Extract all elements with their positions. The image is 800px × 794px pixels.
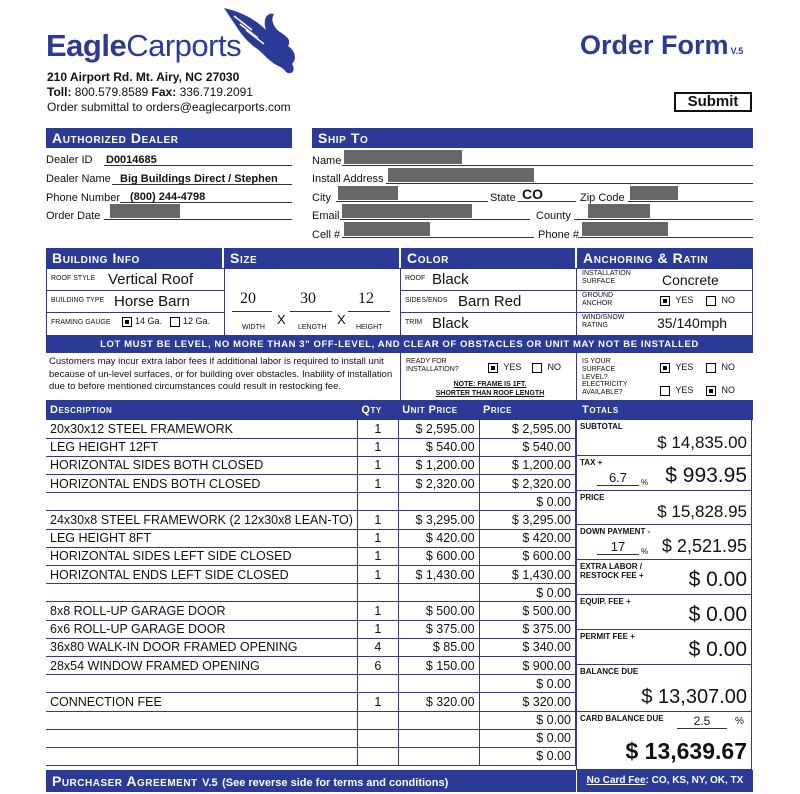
labor-label-line1: EXTRA LABOR / bbox=[580, 562, 642, 571]
eagle-icon bbox=[222, 6, 302, 78]
dealer-name-value: Big Buildings Direct / Stephen bbox=[120, 173, 278, 185]
row-qty[interactable]: 1 bbox=[357, 620, 398, 638]
frame-note-line1: NOTE: FRAME IS 1FT. bbox=[453, 381, 527, 388]
no-label: NO bbox=[721, 295, 736, 305]
row-price[interactable]: $ 1,430.00 bbox=[479, 566, 575, 584]
table-row bbox=[46, 675, 576, 693]
agreement-title: Purchaser Agreement bbox=[52, 773, 198, 789]
ground-yes-option[interactable] bbox=[660, 295, 693, 306]
form-title-text: Order Form bbox=[580, 30, 729, 60]
table-row bbox=[46, 729, 576, 747]
agreement-version: V.5 bbox=[202, 777, 218, 789]
row-qty[interactable]: 1 bbox=[357, 529, 398, 547]
row-unit-price[interactable] bbox=[398, 675, 479, 693]
labor-fee-box bbox=[576, 560, 752, 595]
row-price[interactable]: $ 900.00 bbox=[479, 656, 575, 674]
row-unit-price[interactable]: $ 2,320.00 bbox=[398, 475, 479, 493]
row-unit-price[interactable] bbox=[398, 493, 479, 511]
ground-yes-checkbox[interactable] bbox=[660, 296, 670, 306]
table-row bbox=[46, 693, 576, 711]
down-value: $ 2,521.95 bbox=[661, 536, 747, 556]
table-row bbox=[46, 638, 576, 656]
row-description[interactable]: 20x30x12 STEEL FRAMEWORK bbox=[46, 420, 357, 438]
permit-label: PERMIT FEE + bbox=[580, 632, 635, 641]
redacted-block bbox=[110, 204, 180, 218]
row-qty[interactable]: 1 bbox=[357, 438, 398, 456]
down-rate-field[interactable]: 17 bbox=[597, 539, 639, 555]
county-label: County bbox=[536, 210, 571, 222]
price-label: PRICE bbox=[580, 493, 605, 502]
no-card-fee-states: : CO, KS, NY, OK, TX bbox=[645, 775, 744, 786]
row-unit-price[interactable]: $ 2,595.00 bbox=[398, 420, 479, 438]
level-notice: LOT MUST BE LEVEL, NO MORE THAN 3" OFF-LEVEL, AND CLEAR OF OBSTACLES OR UNIT MAY NOT BE INSTALLED bbox=[46, 336, 753, 353]
install-address-label: Install Address bbox=[312, 173, 384, 185]
equip-label: EQUIP. FEE + bbox=[580, 597, 631, 606]
agreement-note: (See reverse side for terms and conditions) bbox=[222, 777, 449, 789]
company-phones bbox=[47, 85, 253, 99]
logo-eagle: Eagle bbox=[46, 28, 127, 63]
height-line bbox=[348, 311, 390, 312]
level-no-option[interactable] bbox=[706, 362, 735, 373]
yes-label: YES bbox=[675, 295, 694, 305]
surface-label: INSTALLATION SURFACE bbox=[582, 270, 631, 285]
row-description[interactable]: 36x80 WALK-IN DOOR FRAMED OPENING bbox=[46, 638, 357, 656]
row-qty[interactable] bbox=[357, 584, 398, 602]
table-row bbox=[46, 711, 576, 729]
roof-style-value[interactable]: Vertical Roof bbox=[108, 271, 194, 288]
zip-label: Zip Code bbox=[580, 192, 625, 204]
tax-value: $ 993.95 bbox=[665, 464, 747, 487]
card-rate-field[interactable]: 2.5 bbox=[677, 714, 727, 729]
table-header-row bbox=[46, 400, 576, 420]
table-row bbox=[46, 566, 576, 584]
row-qty[interactable]: 1 bbox=[357, 693, 398, 711]
table-row bbox=[46, 620, 576, 638]
row-description[interactable]: HORIZONTAL ENDS BOTH CLOSED bbox=[46, 475, 357, 493]
row-price[interactable]: $ 2,595.00 bbox=[479, 420, 575, 438]
row-description[interactable]: HORIZONTAL SIDES LEFT SIDE CLOSED bbox=[46, 547, 357, 565]
dealer-name-label: Dealer Name bbox=[46, 173, 111, 185]
table-row bbox=[46, 438, 576, 456]
logo-carports: Carports bbox=[126, 28, 242, 63]
length-line bbox=[290, 311, 332, 312]
card-balance-value: $ 13,639.67 bbox=[625, 738, 747, 764]
row-description[interactable] bbox=[46, 675, 357, 693]
row-price[interactable]: $ 0.00 bbox=[479, 711, 575, 729]
submit-button[interactable]: Submit bbox=[674, 92, 752, 112]
ship-name-field[interactable] bbox=[342, 150, 753, 166]
table-row bbox=[46, 584, 576, 602]
down-pct: % bbox=[641, 547, 649, 556]
redacted-block bbox=[630, 186, 678, 200]
framing-gauge-label: FRAMING GAUGE bbox=[51, 319, 111, 326]
price-box bbox=[576, 491, 752, 525]
row-unit-price[interactable] bbox=[398, 584, 479, 602]
gauge-12-option[interactable] bbox=[170, 316, 210, 327]
order-date-field[interactable] bbox=[104, 204, 292, 220]
electric-no-checkbox[interactable] bbox=[706, 386, 716, 396]
permit-value: $ 0.00 bbox=[688, 638, 747, 661]
table-row bbox=[46, 547, 576, 565]
row-unit-price[interactable] bbox=[398, 747, 479, 765]
row-qty[interactable]: 6 bbox=[357, 656, 398, 674]
ground-no-option[interactable] bbox=[706, 295, 735, 306]
form-version: V.5 bbox=[730, 46, 744, 56]
ready-no-option[interactable] bbox=[532, 362, 561, 373]
gauge-14-option[interactable] bbox=[122, 316, 162, 327]
redacted-block bbox=[582, 222, 668, 236]
divider bbox=[400, 290, 753, 291]
divider bbox=[400, 268, 401, 336]
table-body bbox=[46, 420, 576, 766]
building-header: Building Info bbox=[46, 248, 222, 268]
dealer-id-field[interactable] bbox=[104, 150, 292, 166]
ground-anchor-label: GROUND ANCHOR bbox=[582, 292, 614, 307]
row-unit-price[interactable]: $ 320.00 bbox=[398, 693, 479, 711]
tax-box bbox=[576, 456, 752, 491]
totals-header: Totals bbox=[576, 400, 753, 420]
tax-label: TAX + bbox=[580, 458, 603, 467]
row-price[interactable]: $ 320.00 bbox=[479, 693, 575, 711]
color-header: Color bbox=[401, 248, 575, 268]
level-yes-option[interactable] bbox=[660, 362, 693, 373]
width-label: WIDTH bbox=[242, 324, 265, 331]
divider bbox=[576, 268, 577, 336]
price-value: $ 15,828.95 bbox=[657, 502, 747, 521]
toll-label: Toll: bbox=[47, 85, 72, 99]
width-line bbox=[232, 311, 272, 312]
redacted-block bbox=[338, 186, 398, 200]
row-qty[interactable]: 1 bbox=[357, 475, 398, 493]
divider bbox=[46, 312, 224, 313]
times-sign: X bbox=[277, 312, 286, 327]
row-unit-price[interactable]: $ 150.00 bbox=[398, 656, 479, 674]
no-card-fee-label: No Card Fee bbox=[586, 775, 646, 786]
company-logo bbox=[46, 28, 241, 64]
row-unit-price[interactable]: $ 600.00 bbox=[398, 547, 479, 565]
ready-label: READY FOR INSTALLATION? bbox=[406, 358, 459, 373]
row-description[interactable]: CONNECTION FEE bbox=[46, 693, 357, 711]
table-row bbox=[46, 529, 576, 547]
toll-number: 800.579.8589 bbox=[74, 85, 149, 99]
row-qty[interactable] bbox=[357, 729, 398, 747]
divider bbox=[400, 312, 753, 313]
row-unit-price[interactable] bbox=[398, 729, 479, 747]
row-unit-price[interactable]: $ 420.00 bbox=[398, 529, 479, 547]
size-length[interactable]: 30 bbox=[300, 290, 316, 307]
sides-color-label: SIDES/ENDS bbox=[405, 297, 448, 304]
row-description[interactable]: 28x54 WINDOW FRAMED OPENING bbox=[46, 656, 357, 674]
purchaser-agreement-bar bbox=[46, 770, 576, 792]
trim-color-value[interactable]: Black bbox=[432, 315, 469, 332]
row-price[interactable]: $ 420.00 bbox=[479, 529, 575, 547]
table-row bbox=[46, 511, 576, 529]
state-field[interactable] bbox=[518, 186, 576, 202]
balance-label: BALANCE DUE bbox=[580, 667, 639, 676]
row-price[interactable]: $ 0.00 bbox=[479, 493, 575, 511]
row-qty[interactable] bbox=[357, 711, 398, 729]
subtotal-box bbox=[576, 420, 752, 456]
building-type-label: BUILDING TYPE bbox=[51, 297, 105, 304]
level-yes-checkbox[interactable] bbox=[660, 363, 670, 373]
divider bbox=[46, 290, 224, 291]
card-balance-box bbox=[576, 712, 752, 770]
electric-yes-option[interactable] bbox=[660, 385, 693, 396]
divider bbox=[576, 353, 577, 400]
install-address-field[interactable] bbox=[386, 168, 753, 184]
row-qty[interactable] bbox=[357, 493, 398, 511]
balance-value: $ 13,307.00 bbox=[641, 686, 747, 708]
row-qty[interactable]: 4 bbox=[357, 638, 398, 656]
table-row bbox=[46, 493, 576, 511]
fax-number: 336.719.2091 bbox=[179, 85, 253, 99]
table-row bbox=[46, 475, 576, 493]
dealer-id-label: Dealer ID bbox=[46, 154, 93, 166]
subtotal-value: $ 14,835.00 bbox=[657, 433, 747, 452]
trim-color-label: TRIM bbox=[405, 319, 423, 326]
subtotal-label: SUBTOTAL bbox=[580, 422, 623, 431]
row-unit-price[interactable]: $ 500.00 bbox=[398, 602, 479, 620]
row-qty[interactable] bbox=[357, 747, 398, 765]
row-description[interactable]: LEG HEIGHT 8FT bbox=[46, 529, 357, 547]
dealer-phone-value: (800) 244-4798 bbox=[130, 191, 206, 203]
yes-label: YES bbox=[675, 385, 694, 395]
redacted-block bbox=[388, 168, 534, 182]
dealer-phone-label: Phone Number bbox=[46, 192, 120, 204]
length-label: LENGTH bbox=[298, 324, 327, 331]
down-payment-box bbox=[576, 525, 752, 560]
roof-style-label: ROOF STYLE bbox=[51, 275, 96, 282]
no-label: NO bbox=[721, 385, 736, 395]
row-description[interactable] bbox=[46, 493, 357, 511]
row-price[interactable]: $ 0.00 bbox=[479, 747, 575, 765]
roof-color-label: ROOF bbox=[405, 275, 426, 282]
sides-color-value[interactable]: Barn Red bbox=[458, 293, 522, 310]
card-pct: % bbox=[735, 716, 744, 727]
row-unit-price[interactable]: $ 540.00 bbox=[398, 438, 479, 456]
divider bbox=[400, 353, 401, 400]
divider bbox=[224, 268, 225, 336]
row-price[interactable]: $ 0.00 bbox=[479, 729, 575, 747]
row-price[interactable]: $ 340.00 bbox=[479, 638, 575, 656]
frame-note-line2: SHORTER THAN ROOF LENGTH bbox=[435, 390, 545, 397]
row-description[interactable] bbox=[46, 747, 357, 765]
equip-fee-box bbox=[576, 595, 752, 630]
city-label: City bbox=[312, 192, 331, 204]
labor-label bbox=[580, 562, 644, 580]
phone-label: Phone # bbox=[538, 229, 579, 241]
row-description[interactable] bbox=[46, 584, 357, 602]
col-qty: Qty bbox=[357, 400, 398, 420]
yes-label: YES bbox=[503, 362, 522, 372]
row-description[interactable] bbox=[46, 729, 357, 747]
dealer-phone-field[interactable] bbox=[120, 187, 292, 203]
zip-field[interactable] bbox=[628, 186, 753, 202]
row-description[interactable]: 8x8 ROLL-UP GARAGE DOOR bbox=[46, 602, 357, 620]
county-field[interactable] bbox=[574, 204, 753, 220]
labor-note: Customers may incur extra labor fees if additional labor is required to install unit because of un-level surfaces, or for building over obstacles. Inability of installation due to before mentioned circumstances could result in restocking fee. bbox=[49, 356, 393, 392]
cell-field[interactable] bbox=[342, 222, 534, 238]
gauge-14-checkbox[interactable] bbox=[122, 317, 132, 327]
row-price[interactable]: $ 0.00 bbox=[479, 675, 575, 693]
row-description[interactable]: 24x30x8 STEEL FRAMEWORK (2 12x30x8 LEAN-TO) bbox=[46, 511, 357, 529]
row-qty[interactable] bbox=[357, 675, 398, 693]
anchoring-header: Anchoring & Ratin bbox=[577, 248, 753, 268]
table-row bbox=[46, 456, 576, 474]
times-sign: X bbox=[337, 312, 346, 327]
table-row bbox=[46, 747, 576, 765]
redacted-block bbox=[344, 150, 462, 164]
equip-value: $ 0.00 bbox=[688, 603, 747, 626]
row-qty[interactable]: 1 bbox=[357, 456, 398, 474]
row-price[interactable]: $ 375.00 bbox=[479, 620, 575, 638]
building-type-value[interactable]: Horse Barn bbox=[114, 293, 190, 310]
row-price[interactable]: $ 2,320.00 bbox=[479, 475, 575, 493]
ship-name-label: Name bbox=[312, 155, 342, 167]
tax-pct: % bbox=[641, 478, 649, 487]
permit-fee-box bbox=[576, 630, 752, 665]
row-unit-price[interactable]: $ 375.00 bbox=[398, 620, 479, 638]
frame-note bbox=[420, 380, 560, 398]
redacted-block bbox=[342, 204, 472, 218]
row-description[interactable]: 6x6 ROLL-UP GARAGE DOOR bbox=[46, 620, 357, 638]
col-unit-price: Unit Price bbox=[398, 400, 479, 420]
table-row bbox=[46, 420, 576, 438]
height-label: HEIGHT bbox=[356, 324, 383, 331]
gauge-14-label: 14 Ga. bbox=[135, 316, 163, 326]
gauge-12-checkbox[interactable] bbox=[170, 317, 180, 327]
submit-note: Order submittal to orders@eaglecarports.com bbox=[47, 100, 291, 114]
phone-field[interactable] bbox=[578, 222, 753, 238]
fax-label: Fax: bbox=[151, 85, 177, 99]
col-description: Description bbox=[46, 400, 357, 420]
state-label: State bbox=[490, 192, 516, 204]
row-description[interactable] bbox=[46, 711, 357, 729]
row-qty[interactable]: 1 bbox=[357, 420, 398, 438]
table-row bbox=[46, 656, 576, 674]
ready-no-checkbox[interactable] bbox=[532, 363, 542, 373]
row-price[interactable]: $ 3,295.00 bbox=[479, 511, 575, 529]
city-field[interactable] bbox=[336, 186, 488, 202]
row-price[interactable]: $ 540.00 bbox=[479, 438, 575, 456]
line-items-table bbox=[46, 400, 576, 766]
state-value: CO bbox=[522, 186, 543, 202]
row-unit-price[interactable]: $ 1,200.00 bbox=[398, 456, 479, 474]
table-row bbox=[46, 602, 576, 620]
cell-label: Cell # bbox=[312, 229, 341, 241]
dealer-id-value: D0014685 bbox=[106, 154, 157, 166]
electric-yes-checkbox[interactable] bbox=[660, 386, 670, 396]
gauge-12-label: 12 Ga. bbox=[183, 316, 211, 326]
electric-no-option[interactable] bbox=[706, 385, 735, 396]
order-date-label: Order Date bbox=[46, 210, 101, 222]
surface-value[interactable]: Concrete bbox=[662, 272, 719, 288]
row-price[interactable]: $ 0.00 bbox=[479, 584, 575, 602]
down-label: DOWN PAYMENT - bbox=[580, 527, 651, 536]
labor-label-line2: RESTOCK FEE + bbox=[580, 571, 644, 580]
tax-rate-field[interactable]: 6.7 bbox=[597, 470, 639, 486]
row-description[interactable]: HORIZONTAL SIDES BOTH CLOSED bbox=[46, 456, 357, 474]
email-label: Email bbox=[312, 210, 340, 222]
electricity-label: ELECTRICITY AVAILABLE? bbox=[582, 381, 628, 396]
redacted-block bbox=[344, 222, 430, 236]
dealer-name-field[interactable] bbox=[112, 169, 292, 185]
size-height[interactable]: 12 bbox=[358, 290, 374, 307]
ship-header: Ship To bbox=[312, 128, 753, 148]
row-price[interactable]: $ 600.00 bbox=[479, 547, 575, 565]
yes-label: YES bbox=[675, 362, 694, 372]
no-card-fee-bar bbox=[577, 770, 753, 792]
card-label: CARD BALANCE DUE bbox=[580, 714, 664, 723]
row-unit-price[interactable]: $ 85.00 bbox=[398, 638, 479, 656]
ground-no-checkbox[interactable] bbox=[706, 296, 716, 306]
redacted-block bbox=[588, 204, 650, 218]
row-qty[interactable]: 1 bbox=[357, 566, 398, 584]
wind-snow-value[interactable]: 35/140mph bbox=[657, 315, 728, 331]
row-qty[interactable]: 1 bbox=[357, 547, 398, 565]
form-title bbox=[580, 30, 743, 61]
row-price[interactable]: $ 1,200.00 bbox=[479, 456, 575, 474]
row-description[interactable]: HORIZONTAL ENDS LEFT SIDE CLOSED bbox=[46, 566, 357, 584]
surface-level-label: IS YOUR SURFACE LEVEL? bbox=[582, 358, 616, 381]
row-description[interactable]: LEG HEIGHT 12FT bbox=[46, 438, 357, 456]
ready-yes-option[interactable] bbox=[488, 362, 521, 373]
col-price: Price bbox=[479, 400, 575, 420]
email-field[interactable] bbox=[340, 204, 530, 220]
wind-snow-label: WIND/SNOW RATING bbox=[582, 314, 625, 329]
row-price[interactable]: $ 500.00 bbox=[479, 602, 575, 620]
balance-due-box bbox=[576, 665, 752, 712]
level-no-checkbox[interactable] bbox=[706, 363, 716, 373]
labor-value: $ 0.00 bbox=[688, 568, 747, 591]
ready-yes-checkbox[interactable] bbox=[488, 363, 498, 373]
size-header: Size bbox=[224, 248, 399, 268]
no-label: NO bbox=[547, 362, 562, 372]
row-unit-price[interactable]: $ 3,295.00 bbox=[398, 511, 479, 529]
no-label: NO bbox=[721, 362, 736, 372]
dealer-header: Authorized Dealer bbox=[46, 128, 292, 148]
size-width[interactable]: 20 bbox=[240, 290, 256, 307]
row-qty[interactable]: 1 bbox=[357, 511, 398, 529]
row-unit-price[interactable]: $ 1,430.00 bbox=[398, 566, 479, 584]
roof-color-value[interactable]: Black bbox=[432, 271, 469, 288]
row-qty[interactable]: 1 bbox=[357, 602, 398, 620]
row-unit-price[interactable] bbox=[398, 711, 479, 729]
company-address: 210 Airport Rd. Mt. Airy, NC 27030 bbox=[47, 70, 240, 84]
